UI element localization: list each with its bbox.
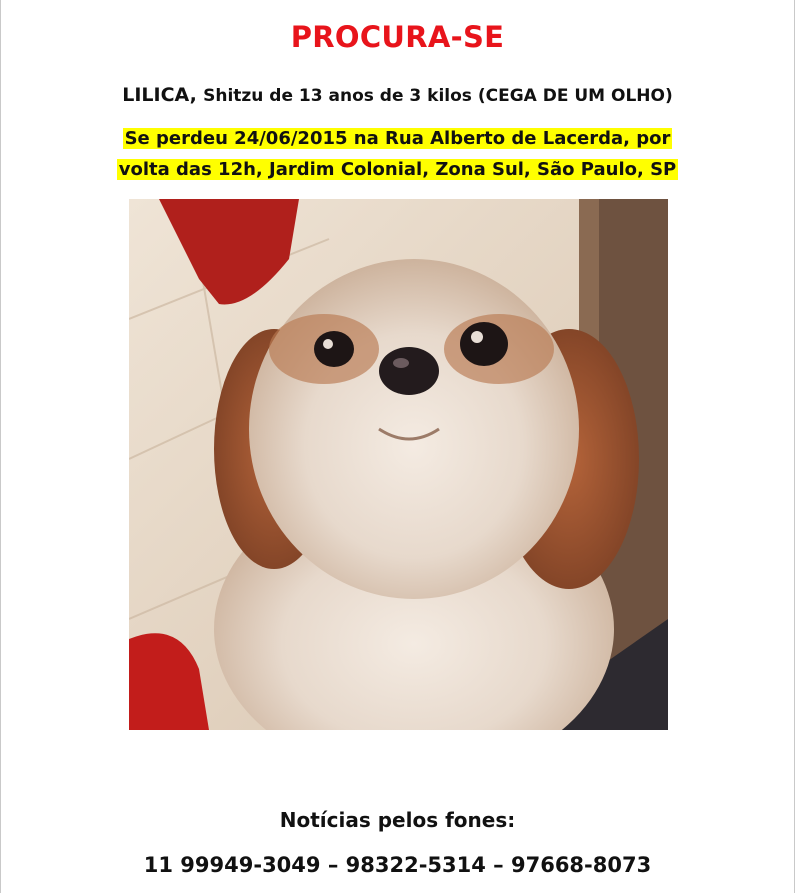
lost-info-line-2: volta das 12h, Jardim Colonial, Zona Sul, São Paulo, SP: [118, 159, 677, 180]
dog-photo-illustration: [129, 199, 668, 730]
dog-summary: [1, 84, 794, 106]
lost-info-line-1: Se perdeu 24/06/2015 na Rua Alberto de Lacerda, por: [124, 128, 671, 149]
contact-label: Notícias pelos fones:: [279, 808, 516, 832]
dog-name: LILICA,: [122, 84, 197, 106]
contact-phones: 11 99949-3049 – 98322-5314 – 97668-8073: [143, 853, 652, 877]
dog-photo: [129, 199, 668, 730]
lost-info: [1, 123, 794, 185]
page-title: PROCURA-SE: [290, 20, 505, 54]
dog-description: Shitzu de 13 anos de 3 kilos (CEGA DE UM OLHO): [203, 86, 673, 106]
